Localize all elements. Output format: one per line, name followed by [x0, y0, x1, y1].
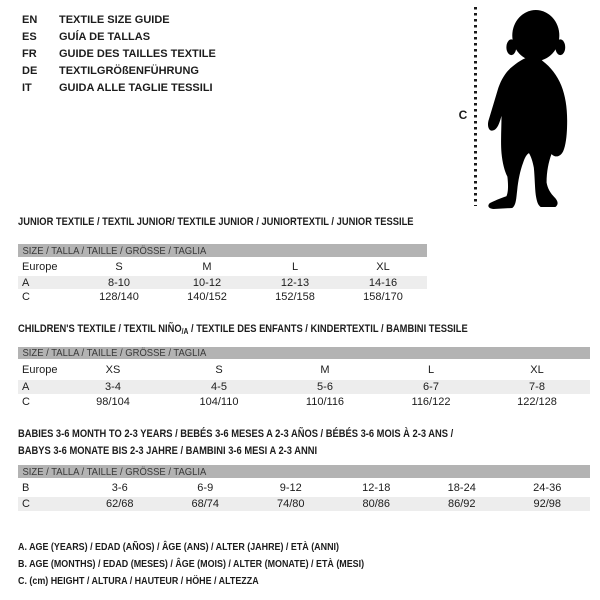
cell: 86/92: [447, 498, 476, 510]
cell: 9-12: [279, 481, 302, 494]
height-measure-label: C: [458, 108, 468, 122]
row-label: C: [22, 498, 30, 510]
junior-table-title-text: JUNIOR TEXTILE / TEXTIL JUNIOR/ TEXTILE JUNIOR / JUNIORTEXTIL / JUNIOR TESSILE: [18, 216, 414, 228]
language-row-fr: [22, 46, 216, 63]
children-size-table: [18, 347, 590, 409]
row-label: Europe: [22, 260, 58, 273]
table-row-c: [18, 497, 590, 511]
cell: 6-7: [423, 381, 439, 393]
junior-size-header-bar: [18, 244, 427, 257]
cell: 80/86: [362, 498, 391, 510]
footnote-c: [18, 573, 301, 590]
language-row-es: [22, 29, 216, 46]
cell: 8-10: [107, 276, 131, 289]
table-row-a: [18, 380, 590, 394]
language-code: FR: [22, 47, 37, 60]
row-label: Europe: [22, 363, 58, 376]
cell: 12-18: [362, 481, 391, 494]
cell: L: [427, 363, 435, 376]
cell: 3-6: [111, 481, 128, 494]
babies-table-title-text: BABYS 3-6 MONATE BIS 2-3 JAHRE / BAMBINI 3-6 MESI A 2-3 ANNI: [18, 445, 318, 457]
language-title: TEXTILGRÖßENFÜHRUNG: [59, 64, 199, 77]
cell: 152/158: [275, 290, 315, 303]
footnote-a: [18, 539, 396, 556]
cell: 128/140: [99, 290, 139, 303]
table-row-c: [18, 289, 427, 304]
children-table-title-text: [18, 322, 468, 339]
language-row-de: [22, 62, 216, 79]
cell: S: [215, 363, 223, 376]
cell: M: [202, 260, 212, 273]
babies-size-header-bar: [18, 465, 590, 478]
cell: 140/152: [187, 290, 227, 303]
cell: 62/68: [105, 498, 134, 510]
title-part: / TEXTILE DES ENFANTS / KINDERTEXTIL / BAMBINI TESSILE: [188, 323, 468, 335]
cell: 6-9: [197, 481, 214, 494]
language-row-en: [22, 12, 216, 29]
cell: 18-24: [447, 481, 476, 494]
size-header-label: SIZE / TALLA / TAILLE / GRÖSSE / TAGLIA: [22, 465, 207, 478]
table-row-c: [18, 394, 590, 409]
row-label: A: [22, 276, 30, 289]
language-title: GUIDA ALLE TAGLIE TESSILI: [59, 81, 213, 94]
children-size-header-bar: [18, 347, 590, 359]
row-label: C: [22, 395, 30, 408]
cell: XL: [376, 260, 390, 273]
cell: XL: [530, 363, 544, 376]
cell: 24-36: [533, 481, 562, 494]
babies-table-title-line1: [18, 427, 530, 442]
language-code: IT: [22, 81, 32, 94]
footnote-b: [18, 556, 425, 573]
footnote-text: B. AGE (MONTHS) / EDAD (MESES) / ÂGE (MOIS) / ALTER (MONATE) / ETÀ (MESI): [18, 558, 365, 570]
table-row-europe: [18, 257, 427, 276]
language-title: TEXTILE SIZE GUIDE: [59, 14, 170, 27]
cell: 98/104: [96, 395, 130, 408]
footnote-text: C. (cm) HEIGHT / ALTURA / HAUTEUR / HÖHE / ALTEZZA: [18, 575, 259, 587]
language-title: GUIDE DES TAILLES TEXTILE: [59, 47, 216, 60]
cell: 92/98: [533, 498, 562, 510]
cell: 74/80: [276, 498, 305, 510]
junior-table-title: [18, 215, 483, 230]
language-code: ES: [22, 31, 37, 44]
cell: 5-6: [317, 381, 333, 393]
cell: 3-4: [105, 381, 121, 393]
language-title: GUÍA DE TALLAS: [59, 31, 151, 44]
cell: M: [320, 363, 330, 376]
cell: 14-16: [368, 276, 398, 289]
size-header-label: SIZE / TALLA / TAILLE / GRÖSSE / TAGLIA: [22, 347, 207, 359]
table-row-europe: [18, 359, 590, 380]
babies-size-table: [18, 465, 590, 511]
junior-size-table: [18, 244, 427, 304]
babies-table-title-text: BABIES 3-6 MONTH TO 2-3 YEARS / BEBÉS 3-6 MESES A 2-3 AÑOS / BÉBÉS 3-6 MOIS À 2-3 ANS /: [18, 428, 454, 440]
children-table-title: [18, 322, 547, 339]
row-label: B: [22, 481, 30, 494]
language-code: DE: [22, 64, 38, 77]
cell: 122/128: [517, 395, 557, 408]
cell: L: [291, 260, 299, 273]
language-code: EN: [22, 14, 38, 27]
language-row-it: [22, 79, 216, 96]
table-row-a: [18, 276, 427, 289]
cell: 10-12: [192, 276, 222, 289]
cell: 116/122: [411, 395, 451, 408]
cell: 110/116: [305, 395, 345, 408]
babies-table-title-line2: [18, 444, 370, 459]
cell: 158/170: [363, 290, 403, 303]
footnote-text: A. AGE (YEARS) / EDAD (AÑOS) / ÂGE (ANS) / ALTER (JAHRE) / ETÀ (ANNI): [18, 541, 339, 553]
cell: 104/110: [199, 395, 239, 408]
cell: S: [115, 260, 123, 273]
cell: XS: [105, 363, 121, 376]
title-subscript: /A: [181, 327, 189, 336]
language-list: [22, 12, 216, 96]
cell: 4-5: [211, 381, 227, 393]
row-label: C: [22, 290, 30, 303]
size-header-label: SIZE / TALLA / TAILLE / GRÖSSE / TAGLIA: [22, 244, 207, 257]
title-part: CHILDREN'S TEXTILE / TEXTIL NIÑO: [18, 323, 182, 335]
toddler-silhouette: [477, 5, 575, 213]
table-row-b: [18, 478, 590, 497]
row-label: A: [22, 381, 30, 393]
cell: 68/74: [191, 498, 220, 510]
cell: 12-13: [280, 276, 310, 289]
cell: 7-8: [529, 381, 545, 393]
